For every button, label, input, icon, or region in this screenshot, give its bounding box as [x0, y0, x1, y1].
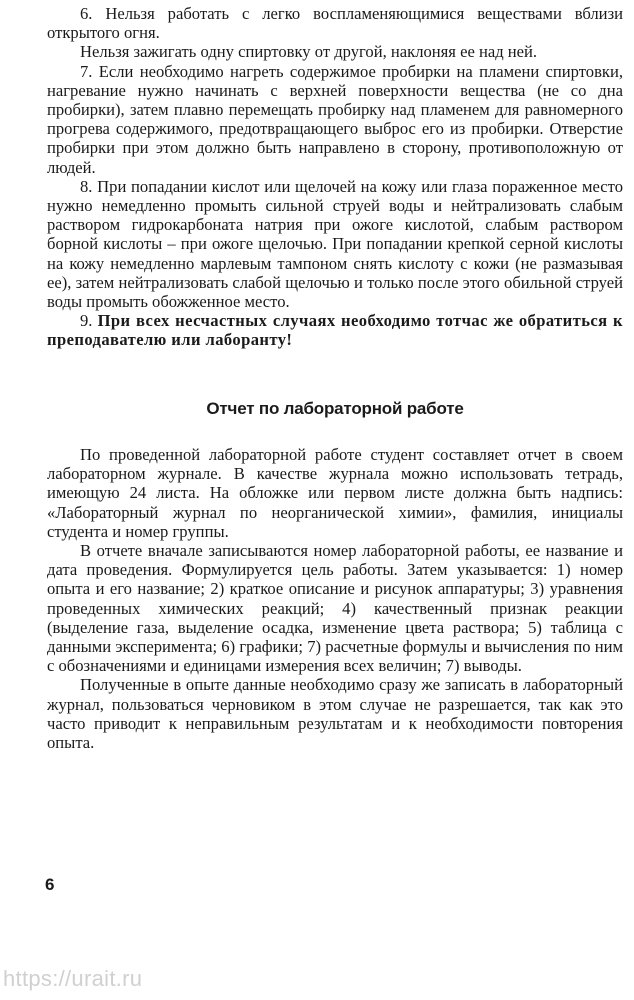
report-paragraph-1: По проведенной лабораторной работе студент составляет отчет в своем лабораторном журнале. В качестве журнала можно использовать тетрадь, имеющую 24 листа. На обложке или первом листе должна быть надпись: «Лабораторный журнал по неорганической химии», фамилия, инициалы студента и номер группы. — [47, 445, 623, 541]
rule-7: 7. Если необходимо нагреть содержимое пробирки на пламени спиртовки, нагревание нужно начинать с верхней поверхности вещества (не со дна пробирки), затем плавно перемещать пробирку над пламенем для равномерного прогрева содержимого, предотвращающего выброс его из пробирки. Отверстие пробирки при этом должно быть направлено в сторону, противоположную от людей. — [47, 61, 623, 177]
report-paragraph-2: В отчете вначале записываются номер лабораторной работы, ее название и дата проведения. Формулируется цель работы. Затем указывается: 1) номер опыта и его название; 2) краткое описание и рисунок аппаратуры; 3) уравнения проведенных химических реакций; 4) качественный признак реакции (выделение газа, выделение осадка, изменение цвета раствора; 5) таблица с данными эксперимента; 6) графики; 7) расчетные формулы и вычисления по ним с обозначениями и единицами измерения всех величин; 7) выводы. — [47, 541, 623, 676]
report-section — [47, 445, 623, 752]
rules-section — [47, 4, 623, 350]
rule-9 — [47, 311, 623, 349]
section-heading-wrap — [47, 398, 623, 420]
rule-6-note: Нельзя зажигать одну спиртовку от другой, наклоняя ее над ней. — [80, 42, 538, 62]
section-heading: Отчет по лабораторной работе — [206, 399, 464, 418]
report-paragraph-3: Полученные в опыте данные необходимо сразу же записать в лабораторный журнал, пользоваться черновиком в этом случае не разрешается, так как это часто приводит к неправильным результатам и к необходимости повторения опыта. — [47, 675, 623, 753]
rule-8: 8. При попадании кислот или щелочей на кожу или глаза пораженное место нужно немедленно промыть сильной струей воды и нейтрализовать слабым раствором гидрокарбоната натрия при ожоге кислотой, слабым раствором борной кислоты – при ожоге щелочью. При попадании крепкой серной кислоты на кожу немедленно марлевым тампоном снять кислоту с кожи (не размазывая ее), затем нейтрализовать слабой щелочью и только после этого обильной струей воды промыть обожженное место. — [47, 176, 623, 312]
rule-9-text: При всех несчастных случаях необходимо тотчас же обратиться к преподавателю или лаборанту! — [47, 311, 623, 350]
watermark: https://urait.ru — [3, 966, 143, 991]
rule-9-number: 9. — [80, 311, 93, 331]
page-number: 6 — [45, 875, 55, 894]
rule-6: 6. Нельзя работать с легко воспламеняющимися веществами вблизи открытого огня. — [47, 4, 623, 43]
